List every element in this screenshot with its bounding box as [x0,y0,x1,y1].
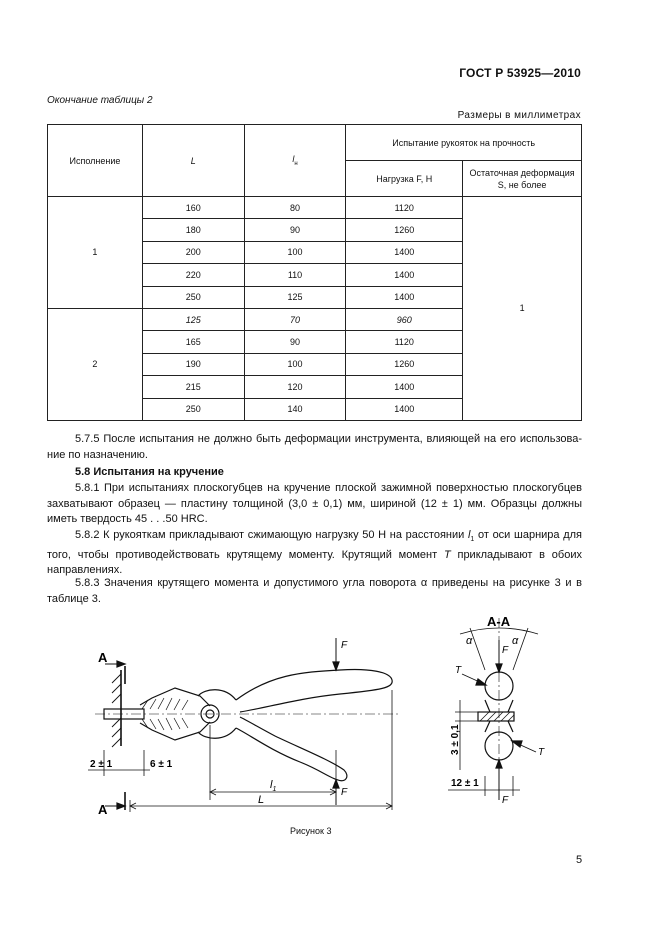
cell-L: 190 [142,353,244,375]
cell-L: 220 [142,264,244,286]
force-label-top: F [341,640,348,651]
alpha-left-label: α [466,635,473,647]
force-label-bottom: F [341,787,348,798]
section-title: А-А [487,614,511,629]
cell-l: 140 [244,398,346,420]
document-code: ГОСТ Р 53925—2010 [459,66,581,80]
cell-F: 1260 [346,219,463,241]
cell-F: 1400 [346,376,463,398]
cell-l: 70 [244,308,346,330]
header-execution: Исполнение [48,125,143,197]
table-units-label: Размеры в миллиметрах [457,110,581,121]
table-continuation-label: Окончание таблицы 2 [47,95,153,106]
section-force-bottom-label: F [502,795,509,806]
cell-l: 120 [244,376,346,398]
cell-L: 180 [142,219,244,241]
specs-table [47,124,582,421]
header-deformation: Остаточная деформация S, не более [463,161,582,197]
cell-l: 80 [244,197,346,219]
cell-F: 1120 [346,197,463,219]
header-strength-group: Испытание рукояток на прочность [346,125,582,161]
torque-bottom-label: T [538,747,545,758]
section-heading-5-8: 5.8 Испытания на кручение [75,466,224,478]
cell-F: 960 [346,308,463,330]
dim-12-label: 12 ± 1 [451,778,479,789]
page-number: 5 [576,854,583,866]
paragraph-5-8-2: 5.8.2 К рукояткам прикладывают сжимающую нагрузку 50 Н на расстоянии $l_1$ от оси шарнира для того, чтобы противодействовать крутящему моменту. Крутящий момент T прикладывают в обоих направлениях. [47,529,582,577]
cell-l: 125 [244,286,346,308]
cell-l: 100 [244,353,346,375]
cell-l: 90 [244,219,346,241]
header-l: $l_н$ [244,125,346,197]
cell-F: 1120 [346,331,463,353]
cell-L: 215 [142,376,244,398]
cell-F: 1400 [346,398,463,420]
paragraph-5-7-5: 5.7.5 После испытания не должно быть деформации инструмента, влияющей на его использова-ние по назначению. [47,433,582,461]
paragraph-5-8-3: 5.8.3 Значения крутящего момента и допустимого угла поворота α приведены на рисунке 3 и в таблице 3. [47,577,582,605]
dim-3-label: 3 ± 0,1 [450,724,461,755]
paragraph-5-8-1: 5.8.1 При испытаниях плоскогубцев на кручение плоской зажимной поверхностью плоскогубцев захватывают образец — пластину толщиной (3,0 ± 0,1) мм, шириной (12 ± 1) мм. Образцы должны иметь твердость 45 . . .50 HRC. [47,482,582,525]
execution-2: 2 [48,308,143,420]
execution-1: 1 [48,197,143,309]
dim-L-label: L [258,794,265,806]
deformation-value: 1 [463,197,582,421]
dim-l1-label: $l_1$ [270,779,277,793]
cell-L: 165 [142,331,244,353]
section-force-top-label: F [502,645,509,656]
cell-L: 125 [142,308,244,330]
dim-6-label: 6 ± 1 [150,759,173,770]
torque-top-label: T [455,665,462,676]
cell-L: 250 [142,398,244,420]
cell-F: 1400 [346,286,463,308]
cell-L: 160 [142,197,244,219]
cell-l: 110 [244,264,346,286]
cell-L: 200 [142,241,244,263]
cell-F: 1400 [346,241,463,263]
header-load: Нагрузка F, Н [346,161,463,197]
header-L: L [142,125,244,197]
cell-F: 1260 [346,353,463,375]
section-mark-A-top: А [98,650,108,665]
dim-2-label: 2 ± 1 [90,759,113,770]
cell-l: 100 [244,241,346,263]
cell-L: 250 [142,286,244,308]
section-mark-A-bottom: А [98,802,108,817]
figure-pliers-drawing [0,600,661,825]
cell-F: 1400 [346,264,463,286]
cell-l: 90 [244,331,346,353]
alpha-right-label: α [512,635,519,647]
figure-caption: Рисунок 3 [290,826,332,836]
